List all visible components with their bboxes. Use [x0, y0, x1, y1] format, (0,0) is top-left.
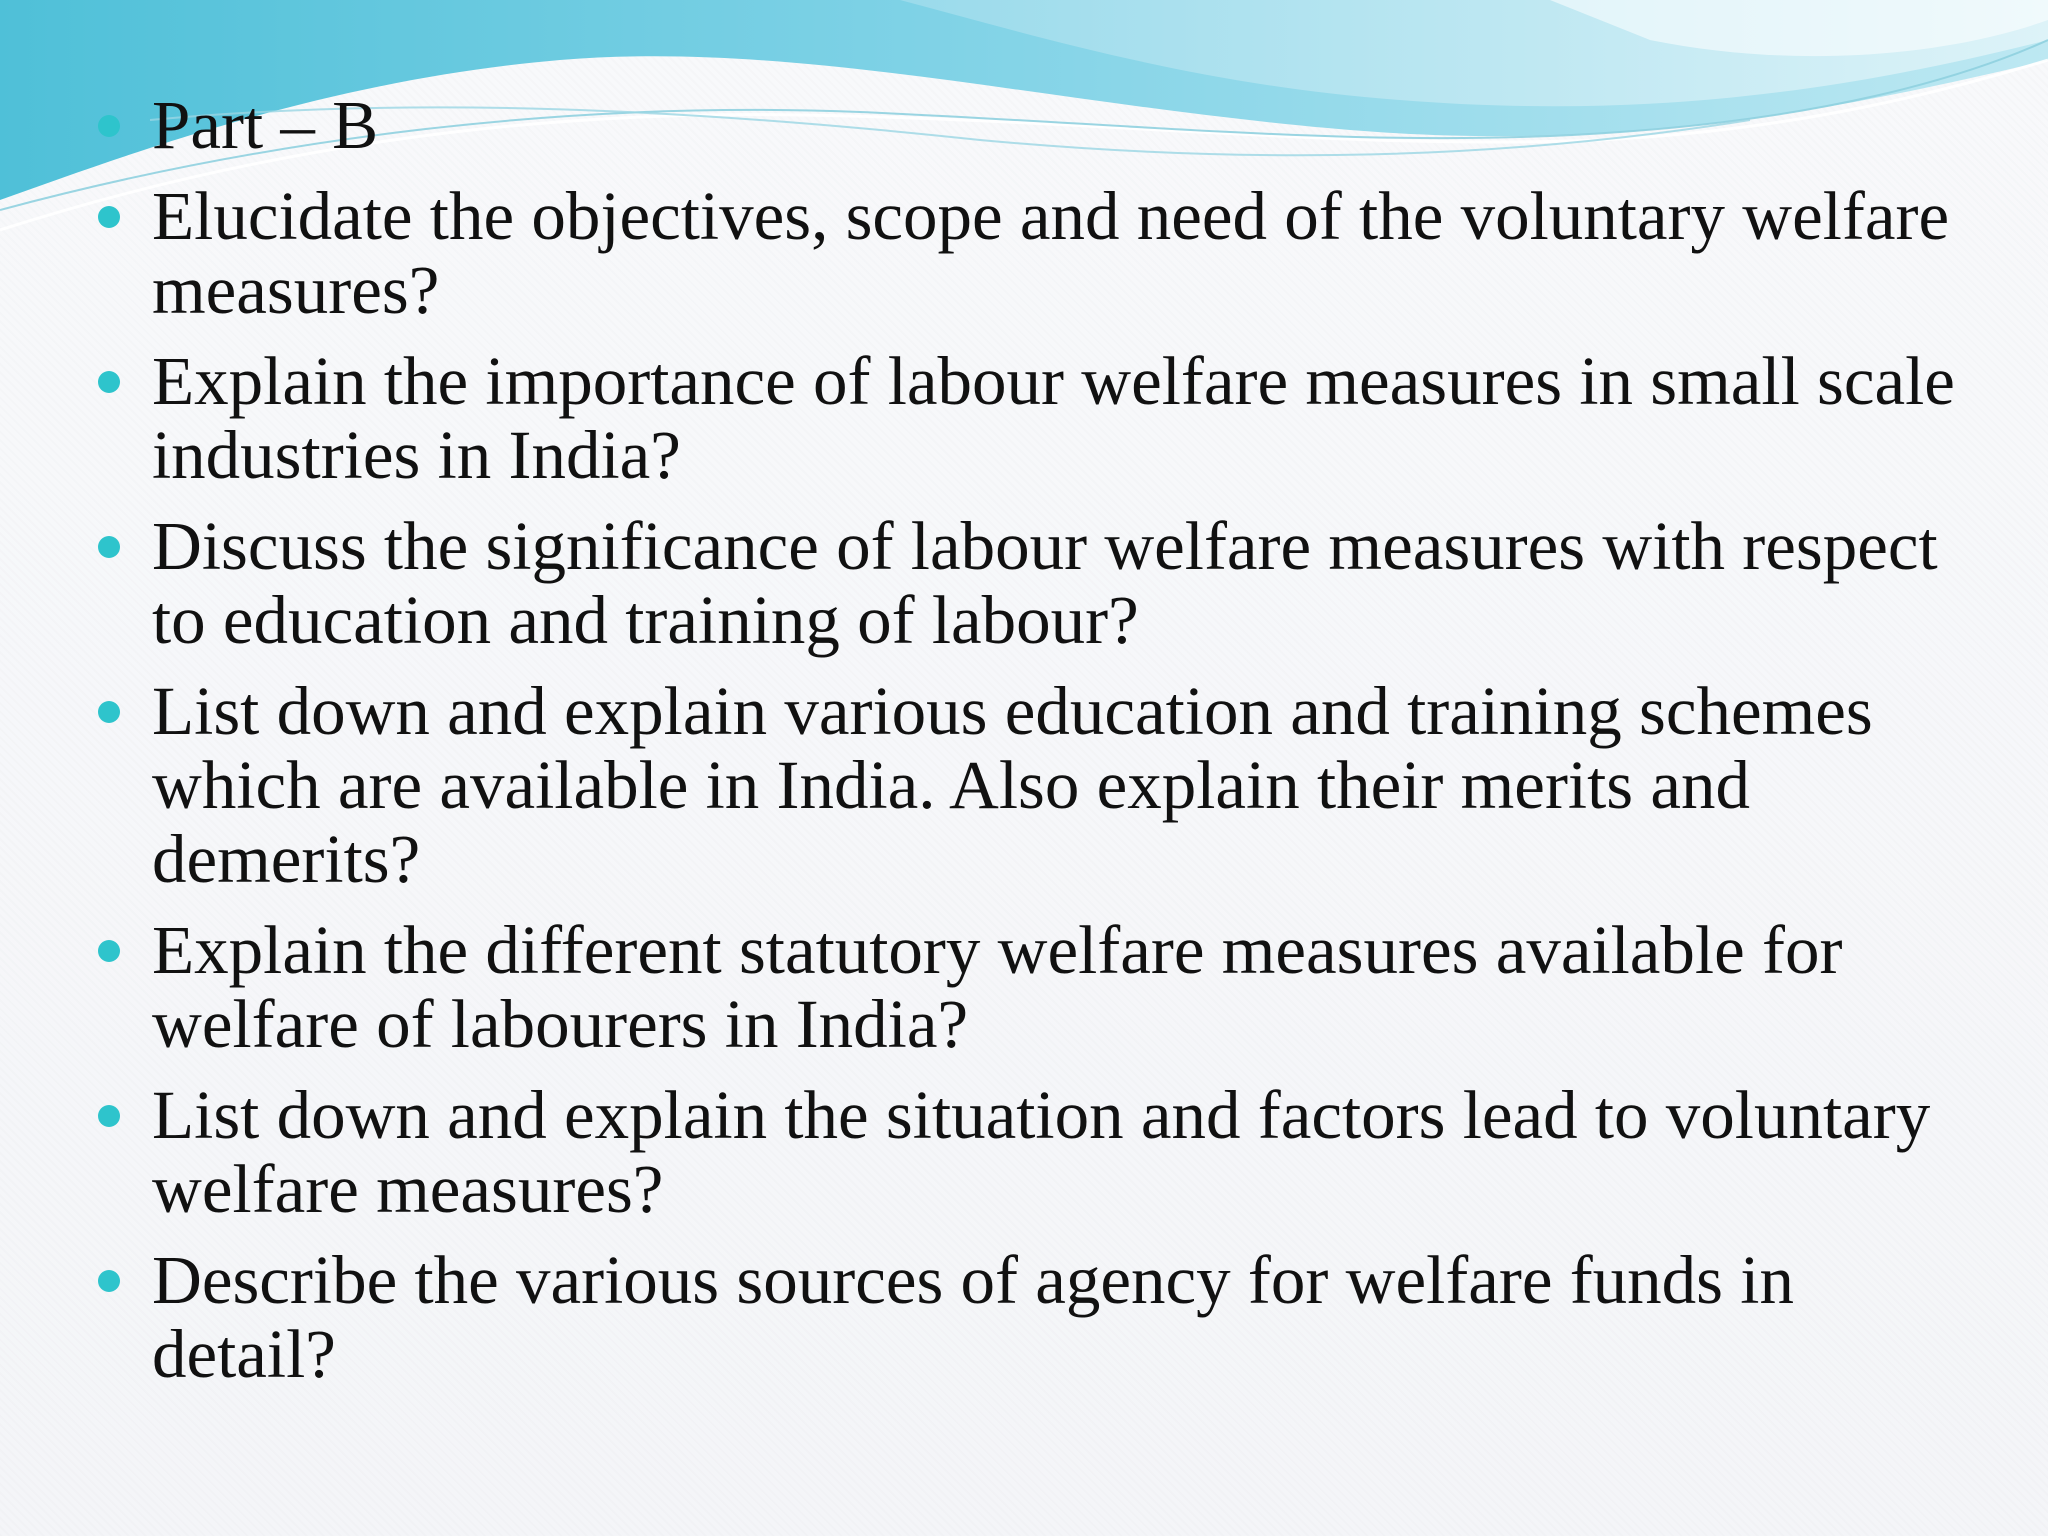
bullet-dot-icon: [98, 701, 120, 723]
list-item: [94, 179, 1994, 327]
list-item: [94, 674, 1994, 896]
bullet-text: List down and explain various education and training schemes which are available in India. Also explain their merits and demerits?: [152, 673, 1873, 897]
bullet-dot-icon: [98, 115, 120, 137]
bullet-text: Describe the various sources of agency for welfare funds in detail?: [152, 1242, 1794, 1392]
question-list: [94, 88, 1994, 1408]
bullet-dot-icon: [98, 536, 120, 558]
bullet-dot-icon: [98, 940, 120, 962]
bullet-text: List down and explain the situation and factors lead to voluntary welfare measures?: [152, 1077, 1931, 1227]
list-item: [94, 913, 1994, 1061]
bullet-text: Part – B: [152, 87, 379, 163]
bullet-dot-icon: [98, 1105, 120, 1127]
list-item: [94, 1078, 1994, 1226]
list-item: [94, 88, 1994, 162]
bullet-text: Elucidate the objectives, scope and need of the voluntary welfare measures?: [152, 178, 1950, 328]
bullet-dot-icon: [98, 206, 120, 228]
bullet-dot-icon: [98, 1270, 120, 1292]
bullet-text: Explain the different statutory welfare measures available for welfare of labourers in India?: [152, 912, 1843, 1062]
bullet-text: Explain the importance of labour welfare measures in small scale industries in India?: [152, 343, 1955, 493]
list-item: [94, 344, 1994, 492]
list-item: [94, 1243, 1994, 1391]
bullet-text: Discuss the significance of labour welfare measures with respect to education and training of labour?: [152, 508, 1938, 658]
bullet-dot-icon: [98, 371, 120, 393]
list-item: [94, 509, 1994, 657]
